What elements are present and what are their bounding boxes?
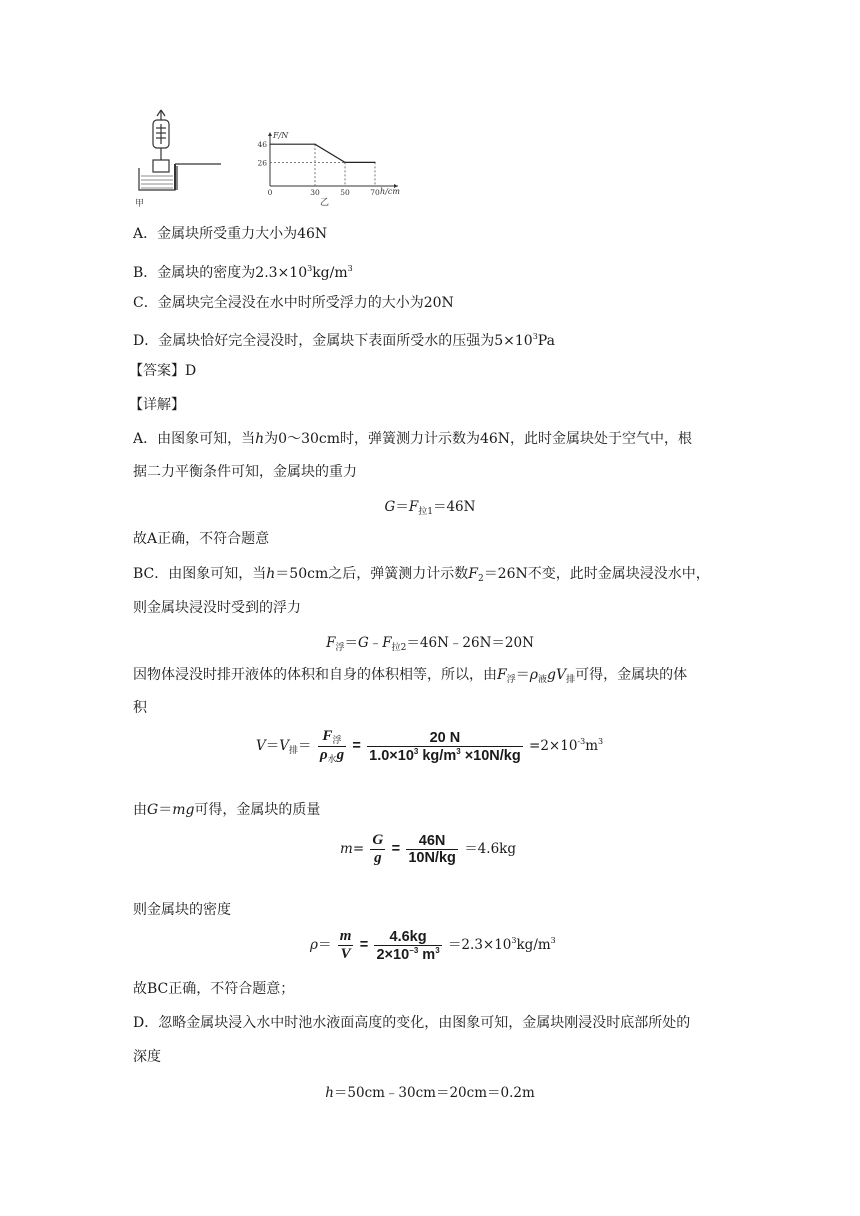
option-c: C．金属块完全浸没在水中时所受浮力的大小为20N — [133, 295, 454, 311]
x-tick-label: 0 — [267, 188, 273, 197]
equation-volume: $V=V_排=$ $\frac{F_浮}{\rho_水g}$ = $\frac{20 N}{1.0\times 10^3 kg/m^3 \times 10N/kg}$ $=2\times 10^{-3}m^3$ — [256, 728, 604, 765]
equation-depth: h＝50cm﹣30cm＝20cm＝0.2m — [325, 1085, 535, 1101]
explanation-d-line2: 深度 — [133, 1049, 161, 1065]
explanation-d-line1: D．忽略金属块浸入水中时池水液面高度的变化，由图象可知，金属块刚浸没时底部所处的 — [133, 1015, 691, 1031]
equation-mass: m= $\frac{G}{g}$ = $\frac{46N}{10N/kg}$ ＝4.6kg — [340, 832, 516, 866]
x-tick-label: 30 — [310, 188, 320, 197]
explanation-bc-line4: 积 — [133, 700, 147, 716]
explanation-a-line2: 据二力平衡条件可知，金属块的重力 — [133, 464, 357, 480]
x-tick-label: 70 — [370, 188, 380, 197]
data-point — [344, 162, 345, 163]
option-a: A．金属块所受重力大小为46N — [133, 226, 328, 242]
density-text: 则金属块的密度 — [133, 902, 231, 918]
equation-gravity: $G=F_{拉1}=46N$ — [384, 499, 476, 517]
explanation-bc-line1: BC．由图象可知，当h＝50cm之后，弹簧测力计示数$F_2=26N$不变，此时金属块浸没水中， — [133, 566, 710, 584]
fraction-volume-numeric: $\frac{20 N}{1.0\times 10^3 kg/m^3 \times 10N/kg}$ — [369, 729, 521, 764]
x-tick-label: 50 — [340, 188, 350, 197]
answer: 【答案】D — [129, 363, 197, 379]
figure-yi-label: 乙 — [320, 198, 330, 208]
data-point — [374, 162, 375, 163]
figure-yi-chart — [240, 128, 412, 208]
data-point — [314, 144, 315, 145]
figure-jia — [133, 108, 223, 208]
y-axis-label: F/N — [273, 131, 289, 140]
fraction-volume-symbolic: $\frac{F_浮}{\rho_水g}$ — [319, 728, 345, 765]
y-tick-label: 46 — [257, 140, 267, 150]
conclusion-bc: 故BC正确，不符合题意； — [133, 981, 295, 997]
option-b: B．金属块的密度为$2.3\times 10^3kg/m^3$ — [133, 264, 353, 281]
equation-density: ρ＝ $\frac{m}{V}$ = $\frac{4.6kg}{2\times 10^{-3} m^3}$ $=2.3\times 10^3kg/m^3$ — [310, 928, 556, 963]
figure-jia-label: 甲 — [135, 199, 145, 208]
x-axis-label: h/cm — [380, 187, 400, 196]
y-tick-label: 26 — [257, 158, 267, 168]
explanation-a-line1: A．由图象可知，当h为0～30cm时，弹簧测力计示数为46N，此时金属块处于空气中，根 — [133, 431, 693, 447]
fraction-mass-symbolic: $\frac{G}{g}$ — [372, 832, 384, 866]
mass-text: 由G＝mg可得，金属块的质量 — [133, 802, 321, 818]
series-line — [270, 144, 375, 162]
explanation-bc-line2: 则金属块浸没时受到的浮力 — [133, 600, 301, 616]
fraction-mass-numeric: $\frac{46N}{10N/kg}$ — [408, 833, 456, 866]
conclusion-a: 故A正确，不符合题意 — [133, 531, 270, 547]
fraction-density-symbolic: $\frac{m}{V}$ — [339, 928, 352, 962]
fraction-density-numeric: $\frac{4.6kg}{2\times 10^{-3} m^3}$ — [376, 928, 440, 963]
option-d: D．金属块恰好完全浸没时，金属块下表面所受水的压强为$5\times 10^3Pa$ — [133, 332, 555, 349]
y-axis-arrow — [268, 132, 272, 136]
detail-heading: 【详解】 — [129, 397, 185, 413]
equation-buoyancy: $F_浮=G﹣F_{拉2}=46N﹣26N=20N$ — [326, 635, 534, 653]
explanation-bc-line3: 因物体浸没时排开液体的体积和自身的体积相等，所以，由$F_浮=\rho_液gV_排$可得，金属块的体 — [133, 667, 688, 685]
data-point — [269, 144, 270, 145]
